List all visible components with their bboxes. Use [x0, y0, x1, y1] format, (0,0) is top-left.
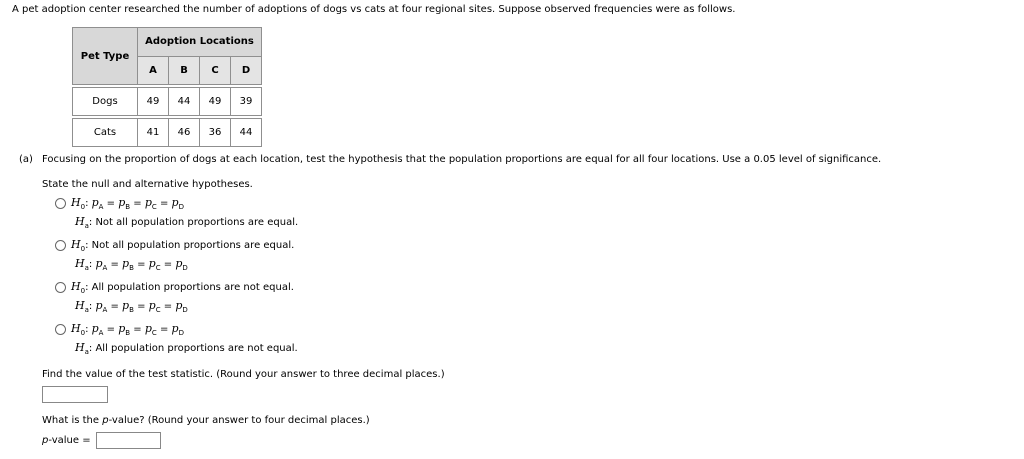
pvalue-input[interactable] — [96, 432, 161, 449]
hypothesis-option-3[interactable]: $H_0$: All population proportions are not equal. — [55, 280, 294, 295]
col-header-d: D — [231, 56, 262, 85]
row-header: Pet Type — [73, 28, 138, 85]
option-3-ha-line: $H_a$: $p_A = p_B = p_C = p_D$ — [75, 299, 188, 314]
col-header-c: C — [200, 56, 231, 85]
table-cell: 49 — [138, 88, 169, 116]
table-row — [73, 88, 262, 116]
option-4-h0: $p_A = p_B = p_C = p_D$ — [91, 322, 184, 337]
table-cell: 44 — [231, 119, 262, 147]
option-1-ha: Not all population proportions are equal. — [95, 217, 299, 228]
hypothesis-option-2[interactable]: $H_0$: Not all population proportions are equal. — [55, 238, 294, 253]
table-cell: 49 — [200, 88, 231, 116]
frequency-table — [72, 27, 262, 147]
option-1-ha-line: $H_a$: Not all population proportions are equal. — [75, 215, 299, 230]
row-label-cats: Cats — [73, 119, 138, 147]
option-2-h0: Not all population proportions are equal. — [91, 240, 295, 251]
hypothesis-option-1[interactable]: $H_0$: $p_A = p_B = p_C = p_D$ — [55, 196, 184, 211]
intro-text: A pet adoption center researched the number of adoptions of dogs vs cats at four regional sites. Suppose observed frequencies were as follows. — [12, 4, 736, 15]
group-header: Adoption Locations — [138, 28, 262, 57]
radio-button[interactable] — [55, 282, 66, 293]
pvalue-prompt: What is the p-value? (Round your answer to four decimal places.) — [42, 415, 370, 426]
radio-button[interactable] — [55, 198, 66, 209]
table-cell: 44 — [169, 88, 200, 116]
hypothesis-option-4[interactable]: $H_0$: $p_A = p_B = p_C = p_D$ — [55, 322, 184, 337]
table-row — [73, 119, 262, 147]
col-header-a: A — [138, 56, 169, 85]
table-cell: 46 — [169, 119, 200, 147]
option-1-h0: $p_A = p_B = p_C = p_D$ — [91, 196, 184, 211]
row-label-dogs: Dogs — [73, 88, 138, 116]
test-statistic-input[interactable] — [42, 386, 108, 403]
part-a-question: Focusing on the proportion of dogs at each location, test the hypothesis that the population proportions are equal for all four locations. Use a 0.05 level of significance. — [42, 154, 882, 165]
option-2-ha: $p_A = p_B = p_C = p_D$ — [95, 257, 188, 272]
radio-button[interactable] — [55, 240, 66, 251]
radio-button[interactable] — [55, 324, 66, 335]
option-3-h0: All population proportions are not equal. — [91, 282, 294, 293]
pvalue-label: p-value = — [42, 435, 91, 446]
col-header-b: B — [169, 56, 200, 85]
table-cell: 36 — [200, 119, 231, 147]
state-hypotheses-prompt: State the null and alternative hypotheses. — [42, 179, 253, 190]
option-4-ha: All population proportions are not equal. — [95, 343, 298, 354]
table-cell: 41 — [138, 119, 169, 147]
test-statistic-prompt: Find the value of the test statistic. (Round your answer to three decimal places.) — [42, 369, 445, 380]
part-a-label: (a) — [19, 154, 33, 165]
option-2-ha-line: $H_a$: $p_A = p_B = p_C = p_D$ — [75, 257, 188, 272]
option-4-ha-line: $H_a$: All population proportions are not equal. — [75, 341, 298, 356]
table-cell: 39 — [231, 88, 262, 116]
option-3-ha: $p_A = p_B = p_C = p_D$ — [95, 299, 188, 314]
